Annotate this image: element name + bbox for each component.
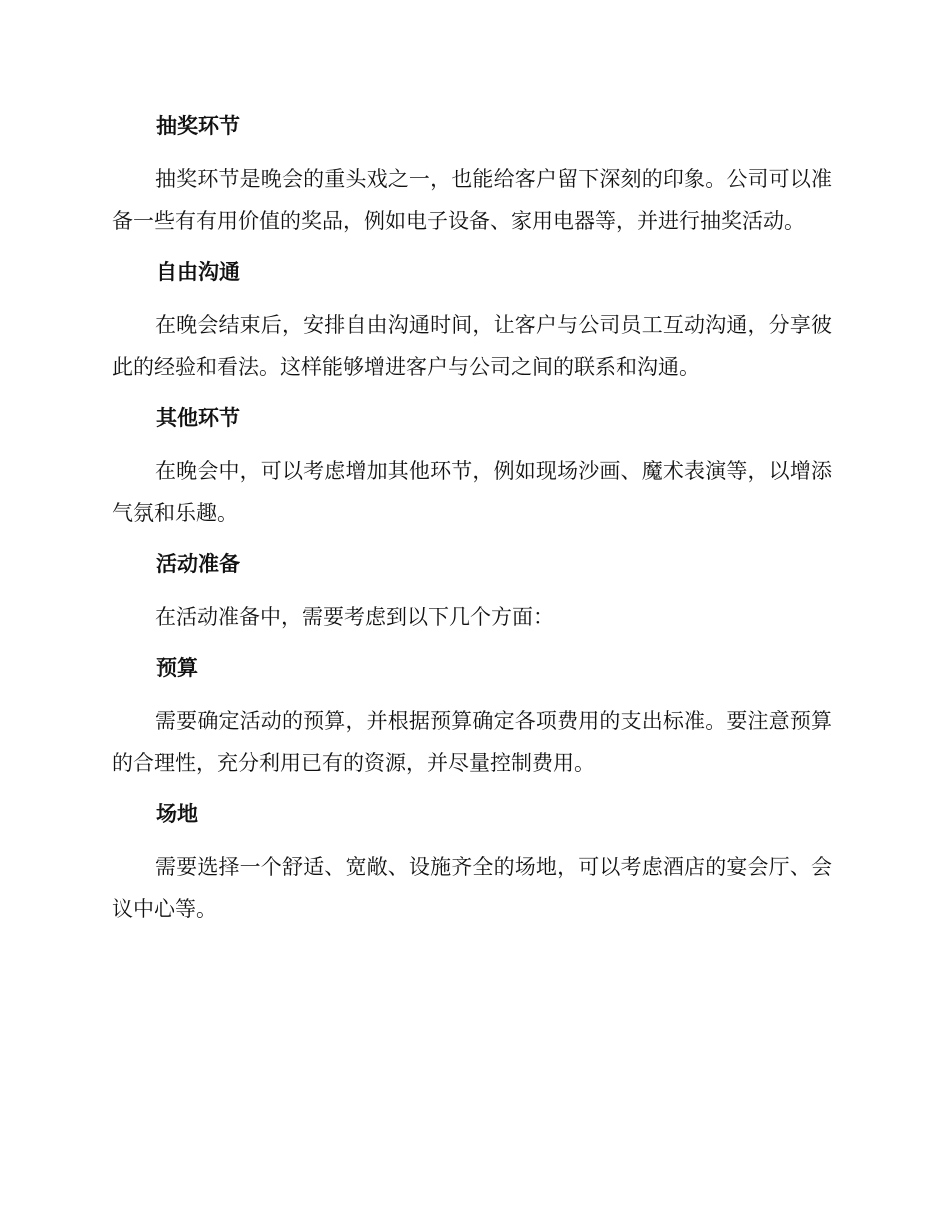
section-body-event-preparation: 在活动准备中，需要考虑到以下几个方面： <box>155 605 554 629</box>
section-heading-other-segments: 其他环节 <box>156 406 240 430</box>
section-body-lottery: 抽奖环节是晚会的重头戏之一，也能给客户留下深刻的印象。公司可以准备一些有有用价值的奖品，例如电子设备、家用电器等，并进行抽奖活动。 <box>112 167 832 233</box>
section-body-other-segments: 在晚会中，可以考虑增加其他环节，例如现场沙画、魔术表演等，以增添气氛和乐趣。 <box>112 459 832 525</box>
section-heading-budget: 预算 <box>156 656 198 680</box>
section-heading-lottery: 抽奖环节 <box>156 114 240 138</box>
section-heading-free-communication: 自由沟通 <box>156 260 240 284</box>
section-heading-venue: 场地 <box>156 802 198 826</box>
section-body-free-communication: 在晚会结束后，安排自由沟通时间，让客户与公司员工互动沟通，分享彼此的经验和看法。这样能够增进客户与公司之间的联系和沟通。 <box>112 313 832 379</box>
section-body-budget: 需要确定活动的预算，并根据预算确定各项费用的支出标准。要注意预算的合理性，充分利用已有的资源，并尽量控制费用。 <box>112 709 832 775</box>
section-heading-event-preparation: 活动准备 <box>156 552 240 576</box>
document-content <box>112 108 832 930</box>
section-body-venue: 需要选择一个舒适、宽敞、设施齐全的场地，可以考虑酒店的宴会厅、会议中心等。 <box>112 855 832 921</box>
